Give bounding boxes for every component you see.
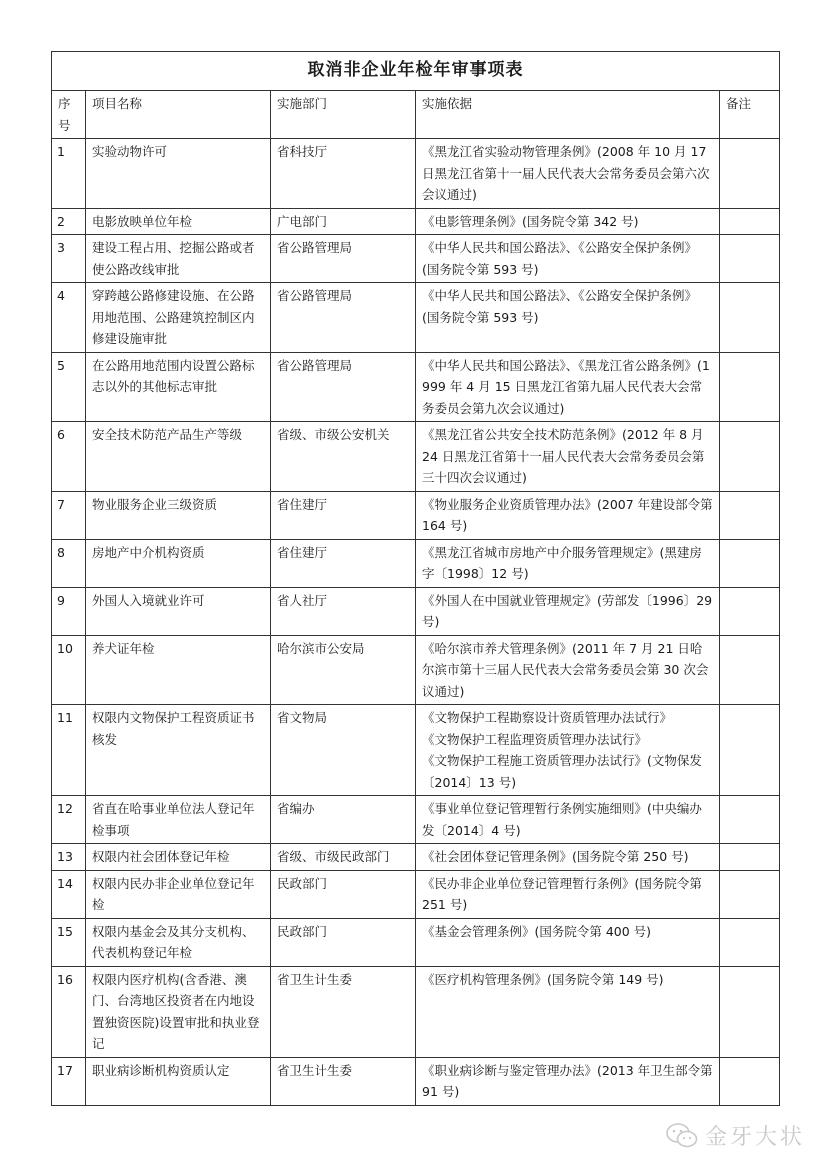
row-basis: 《职业病诊断与鉴定管理办法》(2013 年卫生部令第 91 号) <box>416 1057 720 1105</box>
row-basis: 《黑龙江省实验动物管理条例》(2008 年 10 月 17 日黑龙江省第十一届人民代表大会常务委员会第六次会议通过) <box>416 139 720 209</box>
table-row <box>52 635 780 705</box>
row-dept: 哈尔滨市公安局 <box>271 635 416 705</box>
watermark-text: 金牙大状 <box>704 1125 805 1150</box>
row-dept: 省级、市级公安机关 <box>271 422 416 492</box>
row-name: 实验动物许可 <box>86 139 271 209</box>
table-row <box>52 235 780 283</box>
row-index: 4 <box>52 283 86 353</box>
table-body <box>52 139 780 1106</box>
row-name: 权限内文物保护工程资质证书核发 <box>86 705 271 796</box>
row-dept: 省科技厅 <box>271 139 416 209</box>
row-index: 8 <box>52 539 86 587</box>
page-title: 取消非企业年检年审事项表 <box>52 52 780 91</box>
row-basis: 《社会团体登记管理条例》(国务院令第 250 号) <box>416 844 720 871</box>
row-index: 5 <box>52 352 86 422</box>
header-name: 项目名称 <box>86 91 271 139</box>
row-basis-line: 《文物保护工程监理资质管理办法试行》 <box>422 731 648 747</box>
row-index: 14 <box>52 870 86 918</box>
title-row <box>52 52 780 91</box>
table-row <box>52 1057 780 1105</box>
row-note <box>720 139 780 209</box>
row-basis-line: 《文物保护工程勘察设计资质管理办法试行》 <box>422 710 673 725</box>
row-name: 外国人入境就业许可 <box>86 587 271 635</box>
row-dept: 省公路管理局 <box>271 283 416 353</box>
row-note <box>720 844 780 871</box>
header-note: 备注 <box>720 91 780 139</box>
header-index: 序号 <box>52 91 86 139</box>
table-row <box>52 705 780 796</box>
watermark <box>665 1120 805 1151</box>
row-basis: 《哈尔滨市养犬管理条例》(2011 年 7 月 21 日哈尔滨市第十三届人民代表大会常务委员会第 30 次会议通过) <box>416 635 720 705</box>
table-row <box>52 422 780 492</box>
table-row <box>52 966 780 1057</box>
row-name: 省直在哈事业单位法人登记年检事项 <box>86 796 271 844</box>
row-index: 11 <box>52 705 86 796</box>
row-name: 权限内民办非企业单位登记年检 <box>86 870 271 918</box>
row-basis: 《黑龙江省公共安全技术防范条例》(2012 年 8 月 24 日黑龙江省第十一届人民代表大会常务委员会第三十四次会议通过) <box>416 422 720 492</box>
row-name: 建设工程占用、挖掘公路或者使公路改线审批 <box>86 235 271 283</box>
row-index: 7 <box>52 491 86 539</box>
table-row <box>52 208 780 235</box>
table-row <box>52 283 780 353</box>
row-index: 16 <box>52 966 86 1057</box>
wechat-icon <box>665 1122 699 1150</box>
row-basis-line: 《文物保护工程施工资质管理办法试行》(文物保发〔2014〕13 号) <box>422 753 702 790</box>
row-note <box>720 705 780 796</box>
row-dept: 省公路管理局 <box>271 235 416 283</box>
row-index: 3 <box>52 235 86 283</box>
row-note <box>720 796 780 844</box>
table-row <box>52 918 780 966</box>
row-name: 安全技术防范产品生产等级 <box>86 422 271 492</box>
row-dept: 省公路管理局 <box>271 352 416 422</box>
row-name: 房地产中介机构资质 <box>86 539 271 587</box>
row-name: 权限内社会团体登记年检 <box>86 844 271 871</box>
row-name: 在公路用地范围内设置公路标志以外的其他标志审批 <box>86 352 271 422</box>
row-dept: 省文物局 <box>271 705 416 796</box>
row-note <box>720 966 780 1057</box>
row-index: 9 <box>52 587 86 635</box>
row-basis: 《物业服务企业资质管理办法》(2007 年建设部令第 164 号) <box>416 491 720 539</box>
row-basis <box>416 705 720 796</box>
row-note <box>720 491 780 539</box>
header-basis: 实施依据 <box>416 91 720 139</box>
row-name: 物业服务企业三级资质 <box>86 491 271 539</box>
row-note <box>720 283 780 353</box>
row-index: 1 <box>52 139 86 209</box>
row-index: 12 <box>52 796 86 844</box>
header-dept: 实施部门 <box>271 91 416 139</box>
table-row <box>52 587 780 635</box>
table-row <box>52 539 780 587</box>
row-note <box>720 352 780 422</box>
row-dept: 省级、市级民政部门 <box>271 844 416 871</box>
table-row <box>52 796 780 844</box>
header-row <box>52 91 780 139</box>
row-basis: 《外国人在中国就业管理规定》(劳部发〔1996〕29 号) <box>416 587 720 635</box>
row-basis: 《中华人民共和国公路法》、《黑龙江省公路条例》(1999 年 4 月 15 日黑龙江省第九届人民代表大会常务委员会第九次会议通过) <box>416 352 720 422</box>
row-index: 10 <box>52 635 86 705</box>
row-basis: 《黑龙江省城市房地产中介服务管理规定》(黑建房字〔1998〕12 号) <box>416 539 720 587</box>
row-note <box>720 918 780 966</box>
row-name: 权限内医疗机构(含香港、澳门、台湾地区投资者在内地设置独资医院)设置审批和执业登记 <box>86 966 271 1057</box>
row-dept: 省住建厅 <box>271 491 416 539</box>
row-index: 13 <box>52 844 86 871</box>
table-row <box>52 352 780 422</box>
table-row <box>52 844 780 871</box>
row-basis: 《民办非企业单位登记管理暂行条例》(国务院令第 251 号) <box>416 870 720 918</box>
row-dept: 省住建厅 <box>271 539 416 587</box>
row-basis: 《基金会管理条例》(国务院令第 400 号) <box>416 918 720 966</box>
items-table <box>51 51 780 1106</box>
row-dept: 省编办 <box>271 796 416 844</box>
row-name: 电影放映单位年检 <box>86 208 271 235</box>
row-name: 权限内基金会及其分支机构、代表机构登记年检 <box>86 918 271 966</box>
table-row <box>52 491 780 539</box>
row-dept: 省卫生计生委 <box>271 1057 416 1105</box>
row-note <box>720 235 780 283</box>
row-note <box>720 587 780 635</box>
row-index: 2 <box>52 208 86 235</box>
row-basis: 《中华人民共和国公路法》、《公路安全保护条例》(国务院令第 593 号) <box>416 235 720 283</box>
row-note <box>720 870 780 918</box>
row-name: 穿跨越公路修建设施、在公路用地范围、公路建筑控制区内修建设施审批 <box>86 283 271 353</box>
row-note <box>720 422 780 492</box>
row-dept: 民政部门 <box>271 870 416 918</box>
row-basis: 《医疗机构管理条例》(国务院令第 149 号) <box>416 966 720 1057</box>
row-basis: 《事业单位登记管理暂行条例实施细则》(中央编办发〔2014〕4 号) <box>416 796 720 844</box>
row-note <box>720 208 780 235</box>
row-index: 15 <box>52 918 86 966</box>
row-name: 养犬证年检 <box>86 635 271 705</box>
row-basis: 《电影管理条例》(国务院令第 342 号) <box>416 208 720 235</box>
row-dept: 广电部门 <box>271 208 416 235</box>
row-dept: 省卫生计生委 <box>271 966 416 1057</box>
row-basis: 《中华人民共和国公路法》、《公路安全保护条例》(国务院令第 593 号) <box>416 283 720 353</box>
row-dept: 民政部门 <box>271 918 416 966</box>
row-note <box>720 1057 780 1105</box>
row-dept: 省人社厅 <box>271 587 416 635</box>
row-name: 职业病诊断机构资质认定 <box>86 1057 271 1105</box>
row-index: 17 <box>52 1057 86 1105</box>
row-note <box>720 539 780 587</box>
table-row <box>52 139 780 209</box>
row-note <box>720 635 780 705</box>
row-index: 6 <box>52 422 86 492</box>
table-row <box>52 870 780 918</box>
